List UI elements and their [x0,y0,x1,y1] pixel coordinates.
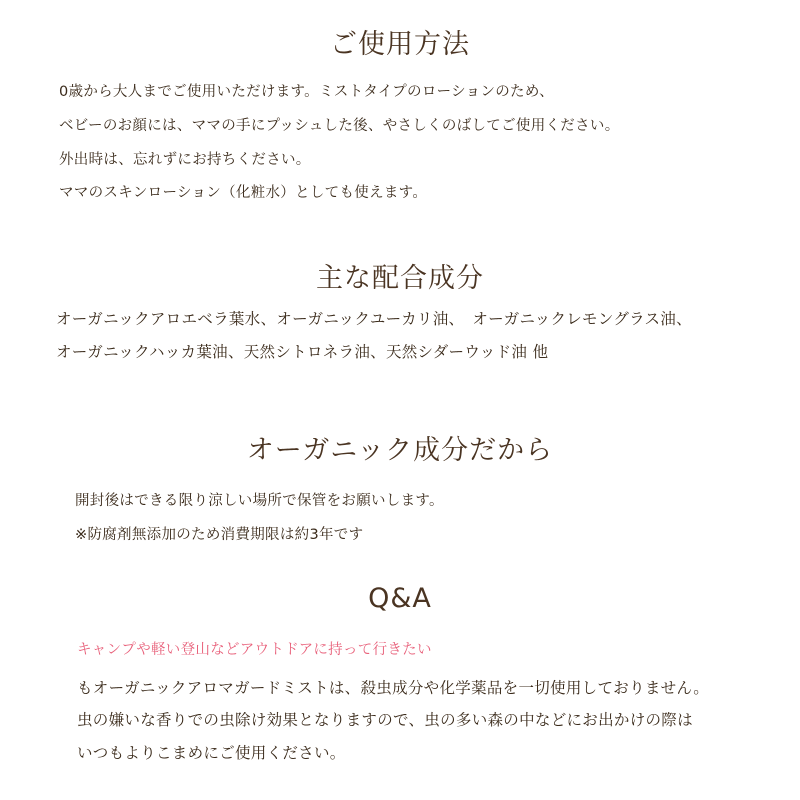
qa-answer-line-2: 虫の嫌いな香りでの虫除け効果となりますので、虫の多い森の中などにお出かけの際は [77,711,693,729]
usage-line-4: ママのスキンローション（化粧水）としても使えます。 [59,185,428,201]
usage-line-2: ベビーのお顔には、ママの手にプッシュした後、やさしくのばしてご使用ください。 [59,118,620,134]
usage-line-1: 0歳から大人までご使用いただけます。ミストタイプのローションのため、 [59,84,554,100]
qa-question: キャンプや軽い登山などアウトドアに持って行きたい [77,642,432,658]
organic-line-2: ※防腐剤無添加のため消費期限は約3年です [75,527,364,543]
ingredients-title: 主な配合成分 [316,263,484,294]
ingredients-line-1: オーガニックアロエベラ葉水、オーガニックユーカリ油、 オーガニックレモングラス油、 [56,310,692,328]
qa-answer-line-1: もオーガニックアロマガードミストは、殺虫成分や化学薬品を一切使用しておりません。 [77,679,710,697]
qa-title: Q&A [368,583,432,614]
usage-title: ご使用方法 [330,29,470,60]
ingredients-line-2: オーガニックハッカ葉油、天然シトロネラ油、天然シダーウッド油 他 [56,343,549,361]
qa-answer-line-3: いつもよりこまめにご使用ください。 [77,744,346,762]
organic-title: オーガニック成分だから [246,435,554,466]
usage-line-3: 外出時は、忘れずにお持ちください。 [59,152,311,168]
organic-line-1: 開封後はできる限り涼しい場所で保管をお願いします。 [75,493,444,509]
